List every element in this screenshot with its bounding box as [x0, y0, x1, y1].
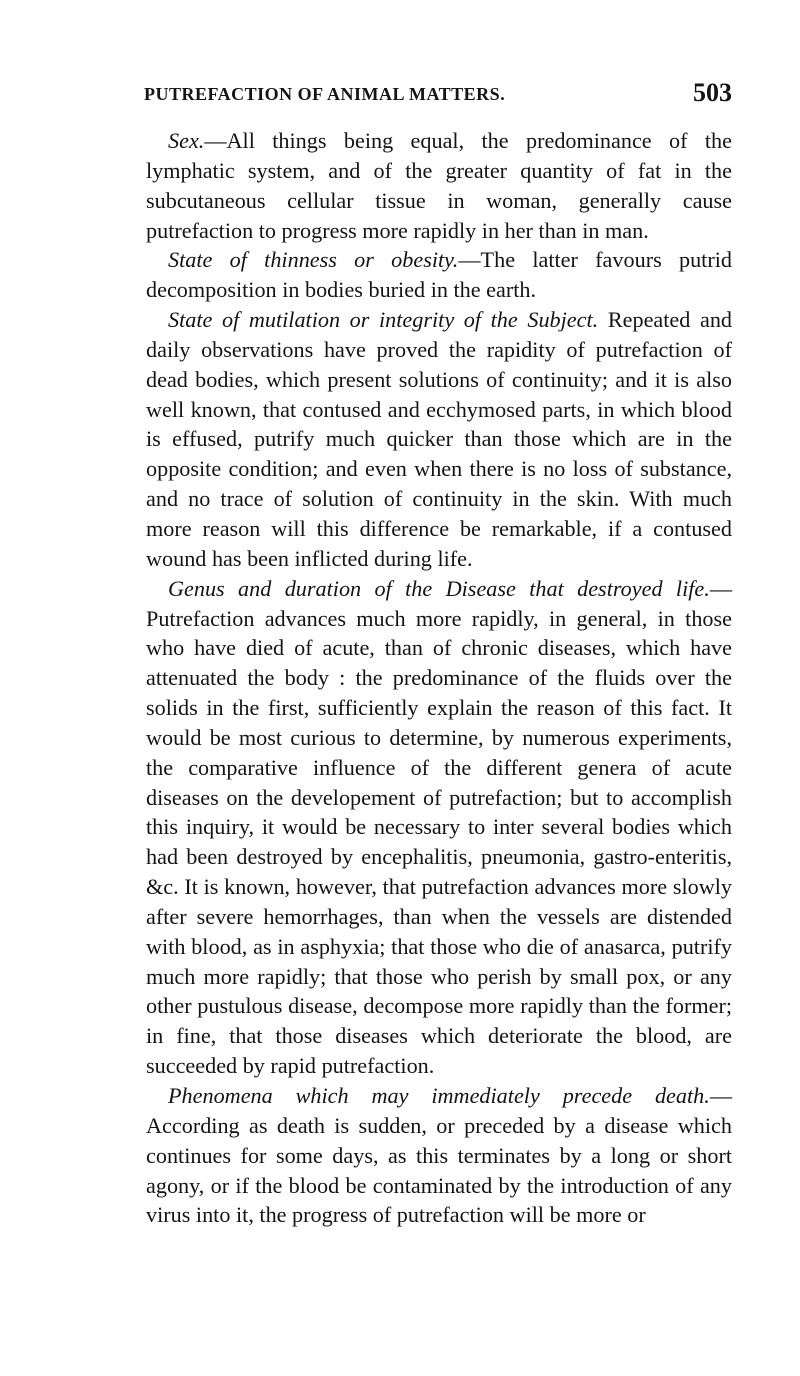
running-title: PUTREFACTION OF ANIMAL MATTERS.	[144, 84, 506, 104]
paragraph-disease	[146, 574, 732, 1081]
paragraph-text: Repeated and daily observations have proved the rapidity of putrefaction of dead bodies, which present solutions of continuity; and it is also well known, that contused and ecchymosed parts, in which blood is effused, putrify much quicker than those which are in the opposite condition; and even when there is no loss of substance, and no trace of solution of continuity in the skin. With much more reason will this difference be remarkable, if a contused wound has been inflicted during life.	[146, 307, 733, 571]
paragraph-text: —Putrefaction advances much more rapidly, in general, in those who have died of acute, than of chronic diseases, which have attenuated the body : the predominance of the fluids over the solids in the first, sufficiently explain the reason of this fact. It would be most curious to determine, by numerous experiments, the comparative influence of the different genera of acute diseases on the developement of putrefaction; but to accomplish this inquiry, it would be necessary to inter several bodies which had been destroyed by encephalitis, pneumonia, gastro-enteritis, &c. It is known, however, that putrefaction advances more slowly after severe hemorrhages, than when the vessels are distended with blood, as in asphyxia; that those who die of anasarca, putrify much more rapidly; that those who perish by small pox, or any other pustulous disease, decompose more rapidly than the former; in fine, that those diseases which deteriorate the blood, are succeeded by rapid putrefaction.	[146, 575, 732, 1079]
paragraph-heading: State of thinness or obesity.	[168, 247, 459, 273]
page-number: 503	[693, 78, 732, 107]
paragraph-text: —According as death is sudden, or preceded by a disease which continues for some days, as this terminates by a long or short agony, or if the blood be contaminated by the introduction of any virus into it, the progress of putrefaction will be more or	[146, 1083, 732, 1228]
running-head	[128, 76, 732, 116]
paragraph-phenomena	[146, 1081, 732, 1230]
paragraph-heading: Phenomena which may immediately precede death.	[168, 1083, 710, 1108]
paragraph-heading: Sex.	[168, 128, 205, 153]
body-text	[146, 126, 732, 1230]
paragraph-sex	[146, 126, 732, 245]
paragraph-heading: State of mutilation or integrity of the Subject.	[168, 307, 599, 333]
paragraph-heading: Genus and duration of the Disease that destroyed life.	[168, 575, 710, 601]
paragraph-mutilation	[146, 305, 732, 574]
paragraph-text: —The latter favours putrid decomposition in bodies buried in the earth.	[146, 247, 732, 303]
paragraph-thinness-obesity	[146, 245, 732, 305]
paragraph-text: —All things being equal, the predominance of the lymphatic system, and of the greater quantity of fat in the subcutaneous cellular tissue in woman, generally cause putrefaction to progress more rapidly in her than in man.	[146, 128, 732, 243]
